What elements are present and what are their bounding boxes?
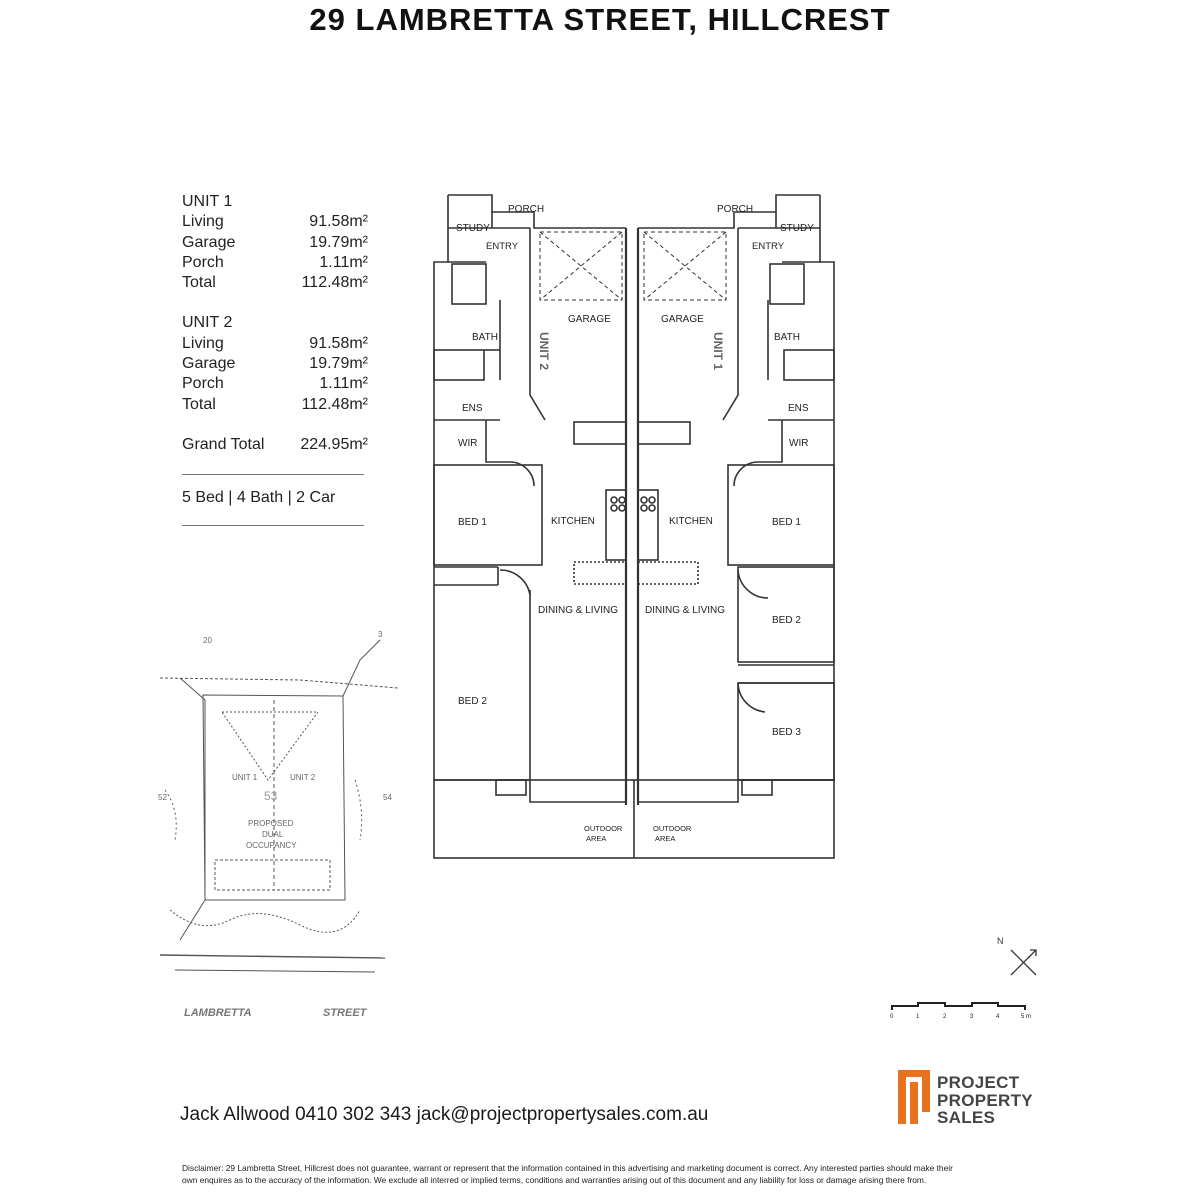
street-name-right: STREET xyxy=(323,1007,367,1019)
disclaimer: Disclaimer: 29 Lambretta Street, Hillcrest does not guarantee, warrant or represent that the information contained in this advertising and marketing document is correct. Any interested parties should make their own enquires as to the accuracy of the information. We exclude all interred or implied terms, conditions and warranties arising out of this document and any liability for loss or damage arising there from. xyxy=(182,1163,953,1186)
grand-total-label: Grand Total xyxy=(182,435,265,453)
logo-line: PROPERTY xyxy=(937,1090,1033,1110)
scale-tick: 3 xyxy=(970,1014,974,1020)
row-value: 19.79m² xyxy=(309,355,368,373)
site-number: 54 xyxy=(383,793,392,802)
scale-tick: 0 xyxy=(890,1014,894,1020)
row-value: 19.79m² xyxy=(309,233,368,251)
label-dining-living: DINING & LIVING xyxy=(645,605,726,616)
bed-bath-car-summary: 5 Bed | 4 Bath | 2 Car xyxy=(182,489,336,506)
unit2-row-living xyxy=(182,334,368,354)
site-unit2: UNIT 2 xyxy=(290,773,316,782)
street-name-left: LAMBRETTA xyxy=(184,1007,252,1019)
row-label: Garage xyxy=(182,355,236,373)
grand-total-value: 224.95m² xyxy=(300,435,368,453)
row-value: 1.11m² xyxy=(319,375,368,393)
site-number: 3 xyxy=(378,630,383,639)
site-caption: PROPOSED xyxy=(248,819,294,828)
row-value: 112.48m² xyxy=(301,395,368,413)
label-wir: WIR xyxy=(458,438,478,449)
label-garage: GARAGE xyxy=(568,314,611,325)
site-number: 20 xyxy=(203,636,212,645)
label-study: STUDY xyxy=(456,223,490,234)
label-kitchen: KITCHEN xyxy=(669,516,713,527)
unit1-title: UNIT 1 xyxy=(182,193,233,210)
row-value: 91.58m² xyxy=(309,334,368,352)
unit1-row-total xyxy=(182,273,368,293)
label-ens: ENS xyxy=(788,403,809,414)
row-value: 112.48m² xyxy=(301,274,368,292)
row-label: Total xyxy=(182,395,216,413)
site-lot-number: 53 xyxy=(264,789,278,803)
scale-tick: 5 m xyxy=(1021,1014,1032,1020)
unit2-title: UNIT 2 xyxy=(182,314,233,332)
unit1-row-living xyxy=(182,212,368,232)
unit2-row-garage xyxy=(182,354,368,374)
north-arrow xyxy=(990,930,1045,985)
row-label: Porch xyxy=(182,375,224,393)
label-bath: BATH xyxy=(472,332,498,343)
page-title: 29 LAMBRETTA STREET, HILLCREST xyxy=(309,2,891,37)
label-study: STUDY xyxy=(780,223,814,234)
label-entry: ENTRY xyxy=(486,241,519,252)
unit2-row-porch xyxy=(182,374,368,394)
row-label: Garage xyxy=(182,233,236,251)
row-value: 1.11m² xyxy=(319,253,368,271)
label-ens: ENS xyxy=(462,403,483,414)
divider xyxy=(182,525,364,526)
label-kitchen: KITCHEN xyxy=(551,516,595,527)
label-outdoor-area: AREA xyxy=(655,834,676,843)
row-label: Porch xyxy=(182,253,224,271)
scale-tick: 2 xyxy=(943,1014,947,1020)
agent-contact: Jack Allwood 0410 302 343 jack@projectpropertysales.com.au xyxy=(180,1104,709,1125)
label-dining-living: DINING & LIVING xyxy=(538,605,619,616)
unit1-row-garage xyxy=(182,233,368,253)
label-outdoor: OUTDOOR xyxy=(653,824,692,833)
label-outdoor: OUTDOOR xyxy=(584,824,623,833)
site-unit1: UNIT 1 xyxy=(232,773,258,782)
label-garage: GARAGE xyxy=(661,314,704,325)
label-porch: PORCH xyxy=(717,204,754,215)
unit2-row-total xyxy=(182,395,368,415)
label-bath: BATH xyxy=(774,332,800,343)
unit1-row-porch xyxy=(182,253,368,273)
site-caption: OCCUPANCY xyxy=(246,841,297,850)
company-logo-mark xyxy=(895,1068,935,1130)
company-logo-text xyxy=(937,1074,1033,1127)
floor-plan xyxy=(420,185,850,875)
logo-line: PROJECT xyxy=(937,1073,1020,1092)
site-caption: DUAL xyxy=(262,830,284,839)
scale-bar xyxy=(885,995,1040,1025)
row-label: Total xyxy=(182,274,216,292)
area-schedule xyxy=(182,192,368,455)
row-value: 91.58m² xyxy=(309,213,368,231)
label-wir: WIR xyxy=(789,438,809,449)
logo-line: SALES xyxy=(937,1108,996,1127)
label-bed1: BED 1 xyxy=(772,517,801,528)
label-unit1: UNIT 1 xyxy=(711,332,725,371)
row-label: Living xyxy=(182,334,224,352)
site-plan xyxy=(155,630,405,1025)
label-bed1: BED 1 xyxy=(458,517,487,528)
north-label: N xyxy=(997,936,1004,946)
label-bed2: BED 2 xyxy=(772,615,801,626)
label-entry: ENTRY xyxy=(752,241,785,252)
scale-tick: 1 xyxy=(916,1014,920,1020)
label-bed2: BED 2 xyxy=(458,696,487,707)
scale-tick: 4 xyxy=(996,1014,1000,1020)
site-number: 52 xyxy=(158,793,167,802)
label-outdoor-area: AREA xyxy=(586,834,607,843)
label-unit2: UNIT 2 xyxy=(537,332,551,371)
label-porch: PORCH xyxy=(508,204,545,215)
label-bed3: BED 3 xyxy=(772,727,801,738)
divider xyxy=(182,474,364,475)
grand-total-row xyxy=(182,435,368,455)
row-label: Living xyxy=(182,213,224,231)
